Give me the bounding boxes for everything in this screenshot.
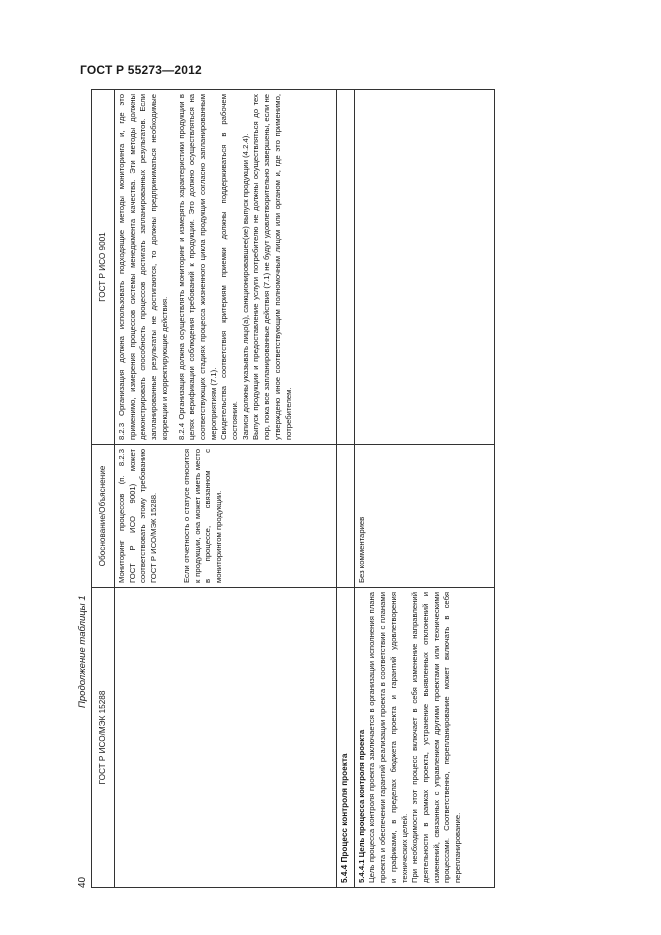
rationale-paragraph: Если отчетность о статусе относится к продукции, она может иметь место в процессе, связанном с мониторингом продукции. (181, 449, 223, 583)
clause-paragraph: Свидетельства соответствия критериям приемки должны поддерживаться в рабочем состоянии. (219, 94, 240, 440)
section-empty-cell (337, 445, 355, 588)
document-header: ГОСТ Р 55273—2012 (80, 63, 202, 77)
cell-15288-empty (115, 588, 337, 888)
cell-rationale (115, 445, 337, 588)
section-title: 5.4.4 Процесс контроля проекта (337, 588, 355, 888)
rotated-page-content (72, 90, 592, 888)
cell-9001 (115, 90, 337, 445)
cell-15288 (354, 588, 494, 888)
subsection-title: 5.4.4.1 Цель процесса контроля проекта (356, 729, 366, 883)
page-number: 40 (77, 876, 88, 888)
subsection-paragraph: Цель процесса контроля проекта заключается в организации исполнения плана проекта и обеспечении гарантий реализации проекта в соответствии с планами и графиками, в пределах бюджета проекта и гарантий удовлетворения технических целей. (367, 592, 409, 883)
clause-8-2-3: 8.2.3 Организация должна использовать подходящие методы мониторинга и, где это применимо, измерения процессов системы менеджмента качества. Эти методы должны демонстрировать способность процессов достигать запланированных результатов. Если запланированные результаты не достигаются, то должны предприниматься необходимые коррекции и корректирующие действия. (117, 94, 169, 440)
section-row (337, 90, 355, 888)
clause-8-2-4: 8.2.4 Организация должна осуществлять мониторинг и измерять характеристики продукции в целях верификации соблюдения требований к продукции. Это должно осуществляться на соответствующих стадиях процесса жизненного цикла продукции согласно запланированным мероприятиям (7.1). (176, 94, 218, 440)
cell-9001-empty (354, 90, 494, 445)
rationale-paragraph: Мониторинг процессов (п. 8.2.3 ГОСТ Р ИСО 9001) может соответствовать этому требованию ГОСТ Р ИСО/МЭК 15288. (117, 449, 159, 583)
clause-paragraph: Выпуск продукции и предоставление услуги потребителю не должны осуществляться до тех пор, пока все запланированные действия (7.1) не будут удовлетворительно завершены, если не утверждено иное соответствующим полномочным лицом или органом и, где это применимо, потребителем. (251, 94, 293, 440)
section-empty-cell (337, 90, 355, 445)
table-header-row (92, 90, 115, 888)
comparison-table (91, 89, 495, 888)
cell-rationale: Без комментариев (354, 445, 494, 588)
column-header-15288: ГОСТ Р ИСО/МЭК 15288 (92, 588, 115, 888)
table-row (354, 90, 494, 888)
clause-paragraph: Записи должны указывать лицо(а), санкционировавшее(ие) выпуск продукции (4.2.4). (240, 133, 250, 440)
subsection-paragraph: При необходимости этот процесс включает в себя изменение направлений деятельности в рамках проекта, устранение выявленных отклонений и изменений, связанных с управлением другими проектами или техническими процессами. Соответственно, перепланирование может включать в себя перепланирование. (410, 592, 463, 883)
column-header-rationale: Обоснование/Объяснение (92, 445, 115, 588)
column-header-9001: ГОСТ Р ИСО 9001 (92, 90, 115, 445)
table-row (115, 90, 337, 888)
table-caption: Продолжение таблицы 1 (77, 595, 88, 708)
